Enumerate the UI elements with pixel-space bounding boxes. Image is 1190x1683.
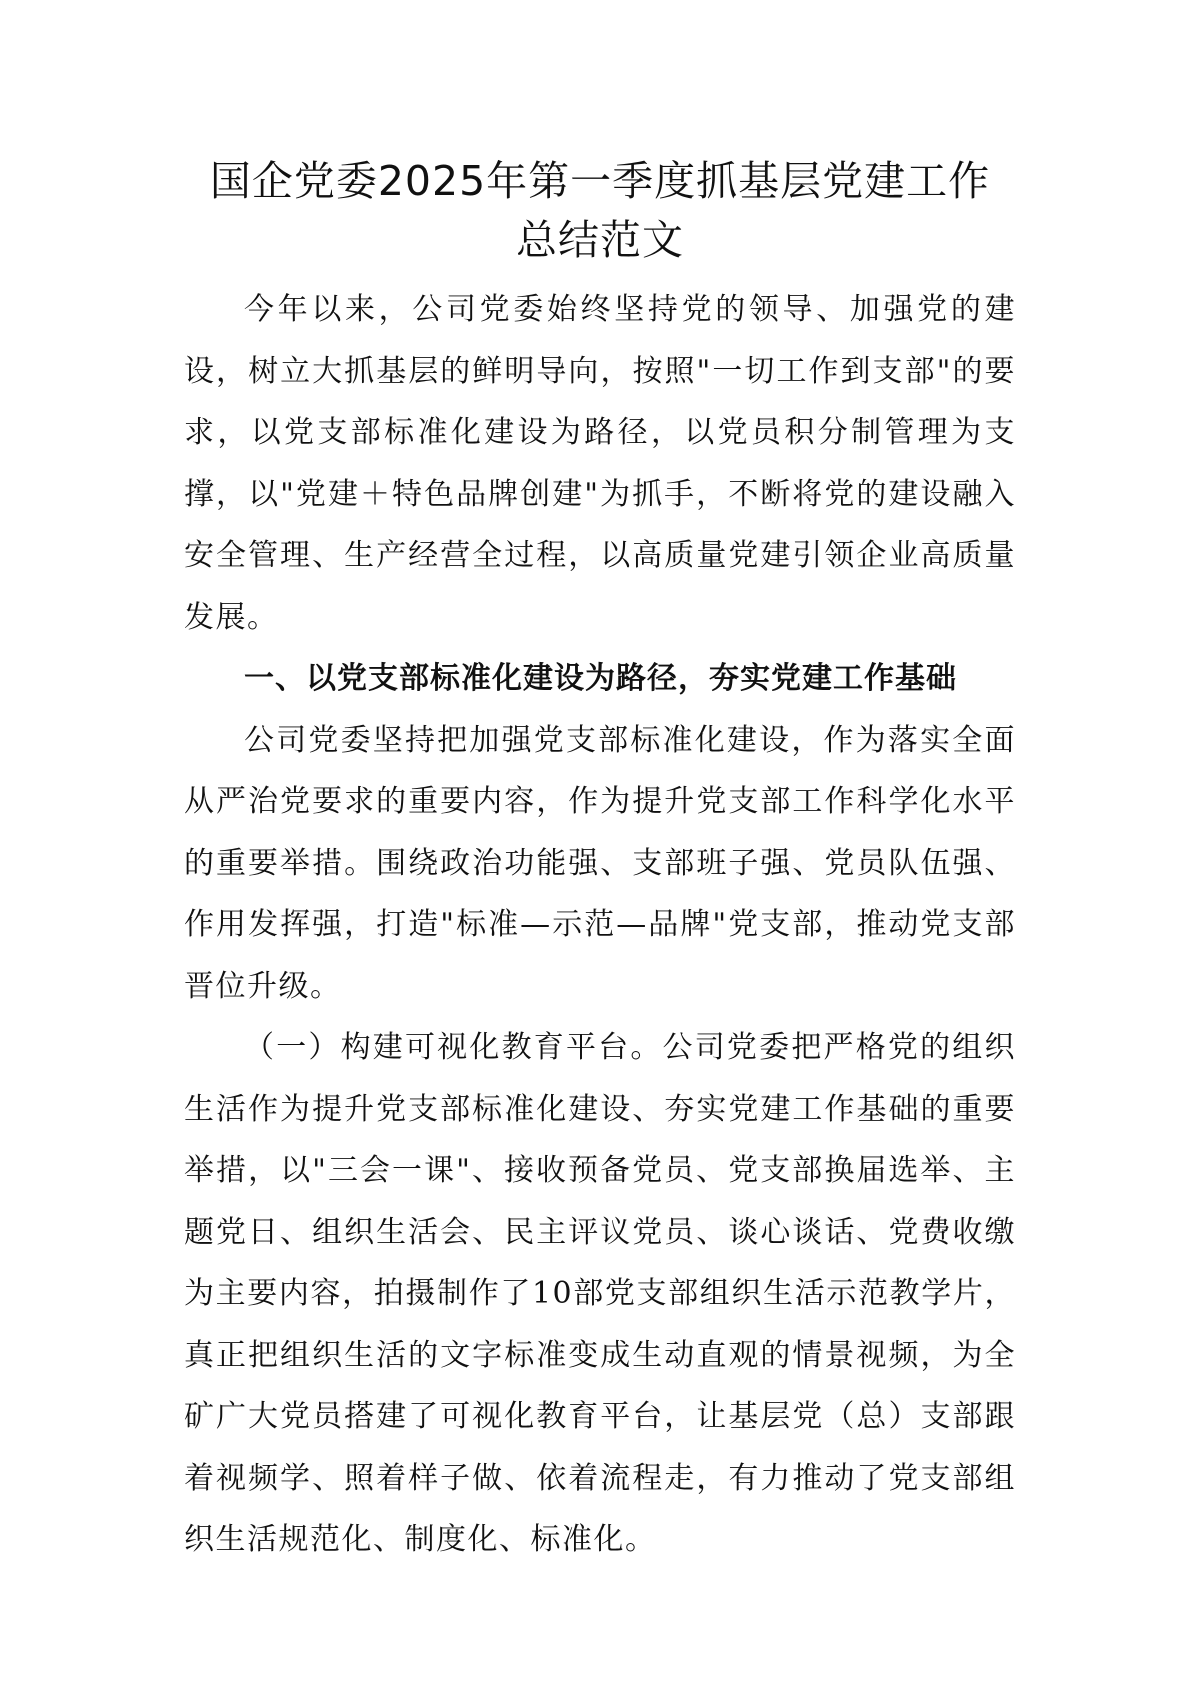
- intro-paragraph: 今年以来，公司党委始终坚持党的领导、加强党的建设，树立大抓基层的鲜明导向，按照"一切工作到支部"的要求，以党支部标准化建设为路径，以党员积分制管理为支撑，以"党建＋特色品牌创建"为抓手，不断将党的建设融入安全管理、生产经营全过程，以高质量党建引领企业高质量发展。: [184, 292, 1016, 635]
- document-title: [184, 152, 1016, 270]
- document-page: [184, 152, 1016, 1571]
- subsection-1-paragraph: （一）构建可视化教育平台。公司党委把严格党的组织生活作为提升党支部标准化建设、夯实党建工作基础的重要举措，以"三会一课"、接收预备党员、党支部换届选举、主题党日、组织生活会、民主评议党员、谈心谈话、党费收缴为主要内容，拍摄制作了10部党支部组织生活示范教学片，真正把组织生活的文字标准变成生动直观的情景视频，为全矿广大党员搭建了可视化教育平台，让基层党（总）支部跟着视频学、照着样子做、依着流程走，有力推动了党支部组织生活规范化、制度化、标准化。: [184, 1030, 1016, 1557]
- title-line-1: 国企党委2025年第一季度抓基层党建工作: [209, 157, 991, 205]
- section-1-paragraph: 公司党委坚持把加强党支部标准化建设，作为落实全面从严治党要求的重要内容，作为提升党支部工作科学化水平的重要举措。围绕政治功能强、支部班子强、党员队伍强、作用发挥强，打造"标准—示范—品牌"党支部，推动党支部晋位升级。: [184, 722, 1016, 1004]
- section-1-heading: 一、以党支部标准化建设为路径，夯实党建工作基础: [244, 661, 957, 696]
- title-line-2: 总结范文: [516, 216, 684, 264]
